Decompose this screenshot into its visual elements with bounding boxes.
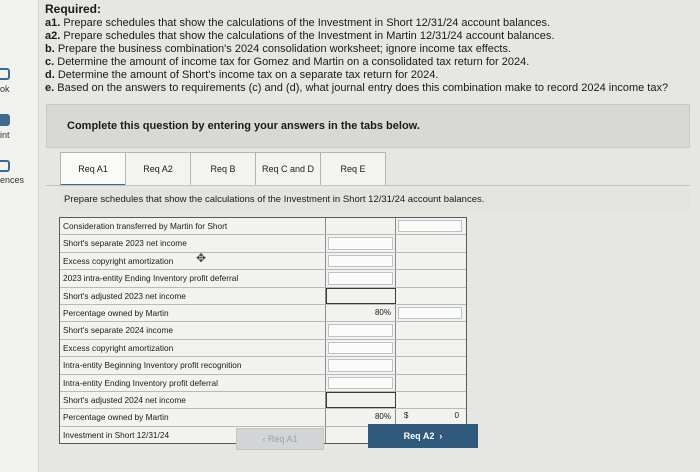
references-icon[interactable]	[0, 160, 10, 172]
row-label: Percentage owned by Martin	[60, 305, 326, 321]
row-label: Investment in Short 12/31/24	[60, 427, 326, 443]
required-item-d: d. Determine the amount of Short's income tax on a separate tax return for 2024.	[45, 69, 439, 81]
tab-divider	[46, 185, 690, 186]
table-row	[60, 253, 466, 270]
required-item-a1: a1. Prepare schedules that show the calculations of the Investment in Short 12/31/24 account balances.	[45, 17, 551, 29]
amount-cell[interactable]	[326, 253, 396, 269]
total-cell	[396, 357, 464, 373]
row-label: Short's adjusted 2023 net income	[60, 288, 326, 304]
total-cell	[396, 235, 464, 251]
prompt-bar	[46, 104, 690, 148]
table-row	[60, 305, 466, 322]
next-tab-button[interactable]	[368, 424, 478, 448]
row-label: Intra-entity Ending Inventory profit deferral	[60, 375, 326, 391]
total-cell	[396, 288, 464, 304]
subtotal-cell	[326, 392, 396, 408]
amount-input[interactable]	[328, 255, 393, 267]
tab-req-a2[interactable]: Req A2	[125, 152, 191, 186]
amount-cell[interactable]	[326, 235, 396, 251]
tab-req-a1[interactable]: Req A1	[60, 152, 126, 186]
amount-cell[interactable]	[326, 375, 396, 391]
total-input[interactable]	[398, 220, 462, 232]
required-item-a2: a2. Prepare schedules that show the calculations of the Investment in Martin 12/31/24 account balances.	[45, 30, 555, 42]
total-cell[interactable]	[396, 218, 464, 234]
amount-cell[interactable]	[326, 340, 396, 356]
row-label: Percentage owned by Martin	[60, 409, 326, 425]
percentage-cell	[326, 305, 396, 321]
row-label: 2023 intra-entity Ending Inventory profit deferral	[60, 270, 326, 286]
table-row	[60, 375, 466, 392]
required-title: Required:	[45, 2, 102, 16]
total-value: 0	[454, 411, 459, 421]
amount-cell	[326, 218, 396, 234]
total-cell[interactable]	[396, 305, 464, 321]
amount-input[interactable]	[328, 342, 393, 354]
tab-req-e[interactable]: Req E	[320, 152, 386, 186]
amount-input[interactable]	[328, 377, 393, 389]
percentage-value: 80%	[374, 412, 391, 422]
table-row	[60, 235, 466, 252]
amount-input[interactable]	[328, 272, 393, 284]
total-cell	[396, 253, 464, 269]
amount-input[interactable]	[328, 324, 393, 336]
row-label: Intra-entity Beginning Inventory profit recognition	[60, 357, 326, 373]
amount-cell[interactable]	[326, 270, 396, 286]
amount-input[interactable]	[328, 237, 393, 249]
total-cell	[396, 375, 464, 391]
move-cursor-icon: ✥	[196, 251, 207, 265]
total-cell	[396, 322, 464, 338]
print-icon[interactable]	[0, 114, 10, 126]
schedule-table	[59, 217, 467, 444]
row-label: Excess copyright amortization	[60, 340, 326, 356]
table-row	[60, 392, 466, 409]
table-row	[60, 270, 466, 287]
required-item-e: e. Based on the answers to requirements (c) and (d), what journal entry does this combination make to record 2024 income tax?	[45, 82, 669, 94]
chevron-right-icon: ›	[434, 431, 443, 441]
required-section	[45, 2, 695, 95]
table-row	[60, 218, 466, 235]
table-row	[60, 288, 466, 305]
table-row	[60, 322, 466, 339]
left-rail	[0, 0, 39, 472]
rail-label-print[interactable]: int	[0, 130, 10, 140]
total-cell	[396, 392, 464, 408]
total-input[interactable]	[398, 307, 462, 319]
rail-label-references[interactable]: ences	[0, 175, 25, 185]
required-item-b: b. Prepare the business combination's 2024 consolidation worksheet; ignore income tax effects.	[45, 43, 512, 55]
row-label: Excess copyright amortization	[60, 253, 326, 269]
table-row	[60, 357, 466, 374]
row-label: Short's separate 2023 net income	[60, 235, 326, 251]
required-item-c: c. Determine the amount of income tax for Gomez and Martin on a consolidated tax return for 2024.	[45, 56, 530, 68]
currency-symbol: $	[404, 411, 409, 421]
total-cell	[396, 340, 464, 356]
next-tab-label: Req A2	[403, 431, 435, 441]
total-cell	[396, 270, 464, 286]
amount-input[interactable]	[328, 359, 393, 371]
instruction: Prepare schedules that show the calculations of the Investment in Short 12/31/24 account balances.	[60, 190, 690, 210]
prev-tab-button[interactable]	[236, 428, 324, 450]
tab-req-b[interactable]: Req B	[190, 152, 256, 186]
subtotal-cell	[326, 288, 396, 304]
table-row	[60, 340, 466, 357]
percentage-value: 80%	[374, 307, 391, 317]
tab-req-c-and-d[interactable]: Req C and D	[255, 152, 321, 186]
prompt-text: Complete this question by entering your answers in the tabs below.	[67, 120, 420, 132]
prev-tab-label: Req A1	[267, 434, 298, 444]
rail-label-ebook[interactable]: ok	[0, 84, 10, 94]
row-label: Consideration transferred by Martin for Short	[60, 218, 326, 234]
book-icon[interactable]	[0, 68, 10, 80]
amount-cell[interactable]	[326, 322, 396, 338]
row-label: Short's adjusted 2024 net income	[60, 392, 326, 408]
tab-bar	[60, 152, 385, 186]
amount-cell[interactable]	[326, 357, 396, 373]
chevron-left-icon: ‹	[262, 434, 268, 444]
row-label: Short's separate 2024 income	[60, 322, 326, 338]
